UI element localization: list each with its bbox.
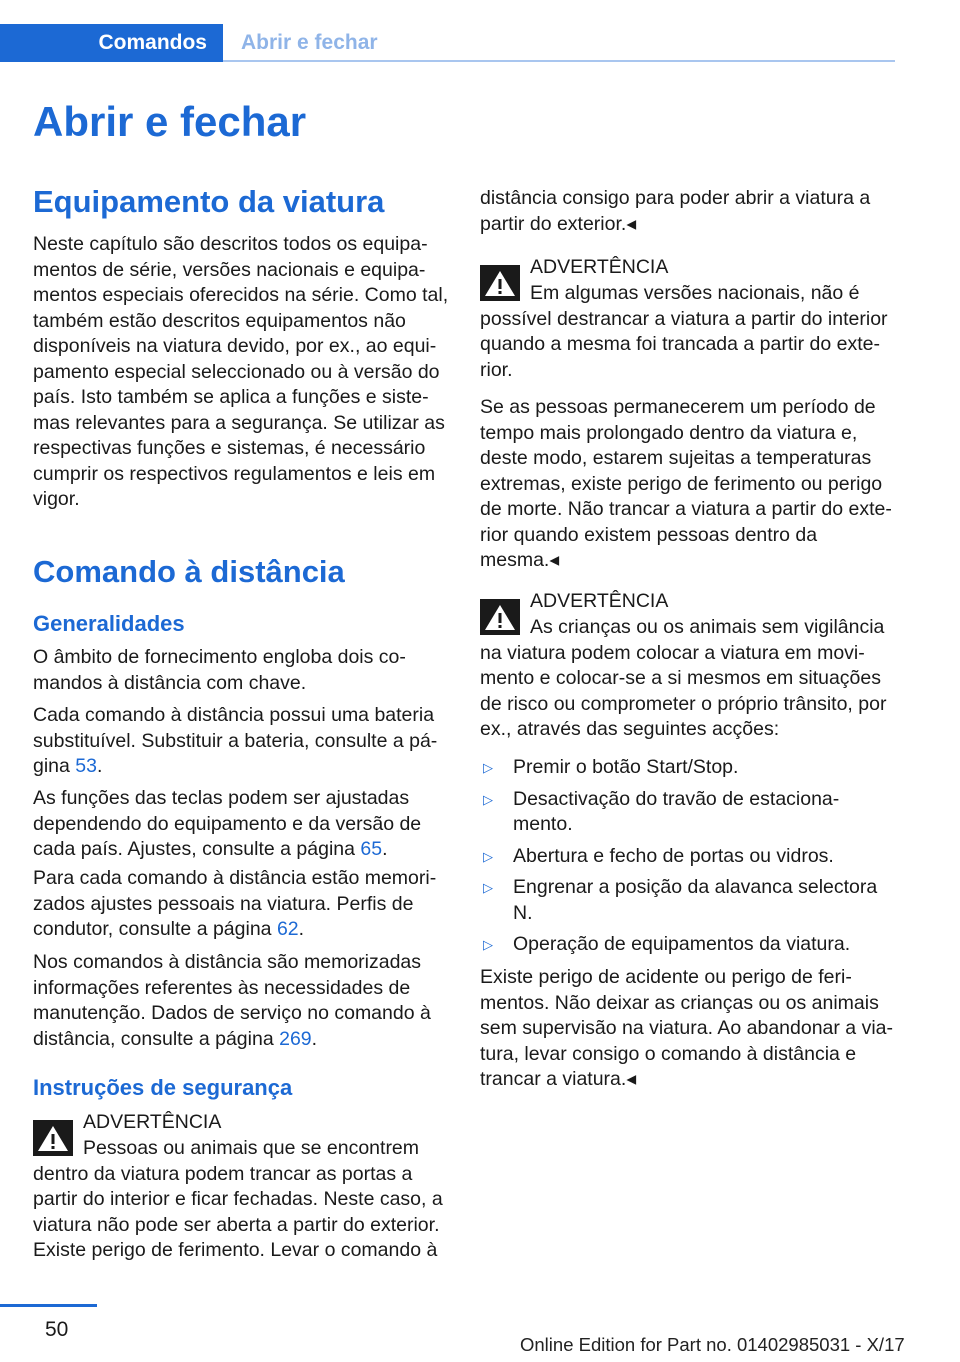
section-heading-equipamento: Equipamento da viatura <box>33 184 385 219</box>
paragraph-temperaturas: Se as pessoas permanecerem um período de tempo mais prolongado dentro da viatura e, deste modo, estarem sujeitas a temperaturas extremas, existe perigo de ferimento ou perigo de morte. Não trancar a viatura a partir do exte-rior quando existem pessoas dentro da mesma.◂ <box>480 396 892 571</box>
footer-divider <box>0 1304 97 1307</box>
list-item <box>480 875 898 926</box>
page-number: 50 <box>45 1318 69 1341</box>
warning-title: ADVERTÊNCIA <box>83 1111 222 1133</box>
list-item-text: Premir o botão Start/Stop. <box>513 756 739 778</box>
warning-body: Em algumas versões nacionais, não é possível destrancar a viatura a partir do interior quando a mesma foi trancada a partir do exte-rior. <box>480 282 888 381</box>
warning-title: ADVERTÊNCIA <box>530 590 669 612</box>
triangle-bullet-icon: ▷ <box>483 880 493 895</box>
paragraph-final: Existe perigo de acidente ou perigo de feri-mentos. Não deixar as crianças ou os animais sem supervisão na viatura. Ao abandonar a via-tura, levar consigo o comando à distância e trancar a viatura.◂ <box>480 966 893 1090</box>
section-equipamento-text: Neste capítulo são descritos todos os equipa-mentos de série, versões nacionais e equipa-mentos especiais oferecidos na série. Como tal, também estão descritos equipamentos não disponíveis na viatura devido, por ex., ao equi-pamento especial seleccionado ou à versão do país. Isto também se aplica a funções e siste-mas relevantes para a segurança. Se utilizar as respectivas funções e sistemas, é necessário cumprir os respectivos regulamentos e leis em vigor. <box>33 233 449 510</box>
paragraph-teclas-text: As funções das teclas podem ser ajustadas dependendo do equipamento e da versão de cada país. Ajustes, consulte a página <box>33 787 422 860</box>
paragraph-servico <box>33 950 451 1052</box>
subheading-generalidades: Generalidades <box>33 611 185 636</box>
list-item <box>480 932 898 958</box>
list-item-text: Operação de equipamentos da viatura. <box>513 933 851 955</box>
period: . <box>298 918 305 940</box>
tab-comandos[interactable]: Comandos <box>0 24 223 62</box>
warning-body: As crianças ou os animais sem vigilância na viatura podem colocar a viatura em movi-mento e colocar-se a si mesmos em situações de risco ou comprometer o próprio trânsito, por ex., através das seguintes acções: <box>480 616 887 740</box>
subheading-seguranca: Instruções de segurança <box>33 1075 293 1100</box>
period: . <box>97 755 103 777</box>
paragraph-perfis <box>33 866 451 943</box>
list-item <box>480 787 898 838</box>
period: . <box>382 838 388 860</box>
triangle-bullet-icon: ▷ <box>483 760 493 775</box>
paragraph-ambito: O âmbito de fornecimento engloba dois co-mandos à distância com chave. <box>33 646 406 694</box>
page-link-65[interactable]: 65 <box>360 838 383 860</box>
list-item-text: Abertura e fecho de portas ou vidros. <box>513 844 834 867</box>
footer-edition: Online Edition for Part no. 01402985031 - X/17 <box>520 1334 905 1355</box>
section-heading-comando: Comando à distância <box>33 554 345 589</box>
page-title: Abrir e fechar <box>33 98 307 145</box>
paragraph-bateria <box>33 703 451 780</box>
paragraph-bateria-text: Cada comando à distância possui uma bateria substituível. Substituir a bateria, consulte a pá-gina <box>33 704 438 777</box>
paragraph-teclas <box>33 786 451 863</box>
page-link-53[interactable]: 53 <box>75 755 97 777</box>
triangle-bullet-icon: ▷ <box>483 848 493 864</box>
page-link-62[interactable]: 62 <box>276 918 299 940</box>
tab-abrir-e-fechar[interactable]: Abrir e fechar <box>241 31 378 54</box>
list-item-text: Engrenar a posição da alavanca selectora N. <box>513 876 878 924</box>
warning-body: Pessoas ou animais que se encontrem dentro da viatura podem trancar as portas a partir do interior e ficar fechadas. Neste caso, a viatura não pode ser aberta a partir do exterior. Existe perigo de ferimento. Levar o comando à <box>33 1137 443 1261</box>
triangle-bullet-icon: ▷ <box>483 937 493 952</box>
list-item <box>480 755 898 781</box>
list-item-text: Desactivação do travão de estaciona-mento. <box>513 787 840 835</box>
page-link-269[interactable]: 269 <box>279 1027 312 1050</box>
header-tabs <box>0 24 895 62</box>
bullet-list <box>480 755 898 964</box>
period: . <box>311 1027 318 1050</box>
paragraph-continuation: distância consigo para poder abrir a viatura a partir do exterior.◂ <box>480 187 871 235</box>
warning-title: ADVERTÊNCIA <box>530 256 669 278</box>
triangle-bullet-icon: ▷ <box>483 791 493 807</box>
list-item <box>480 844 898 870</box>
paragraph-servico-text: Nos comandos à distância são memorizadas informações referentes às necessidades de manutenção. Dados de serviço no comando à distância, consulte a página <box>33 951 431 1050</box>
paragraph-perfis-text: Para cada comando à distância estão memori-zados ajustes pessoais na viatura. Perfis de condutor, consulte a página <box>33 867 437 940</box>
